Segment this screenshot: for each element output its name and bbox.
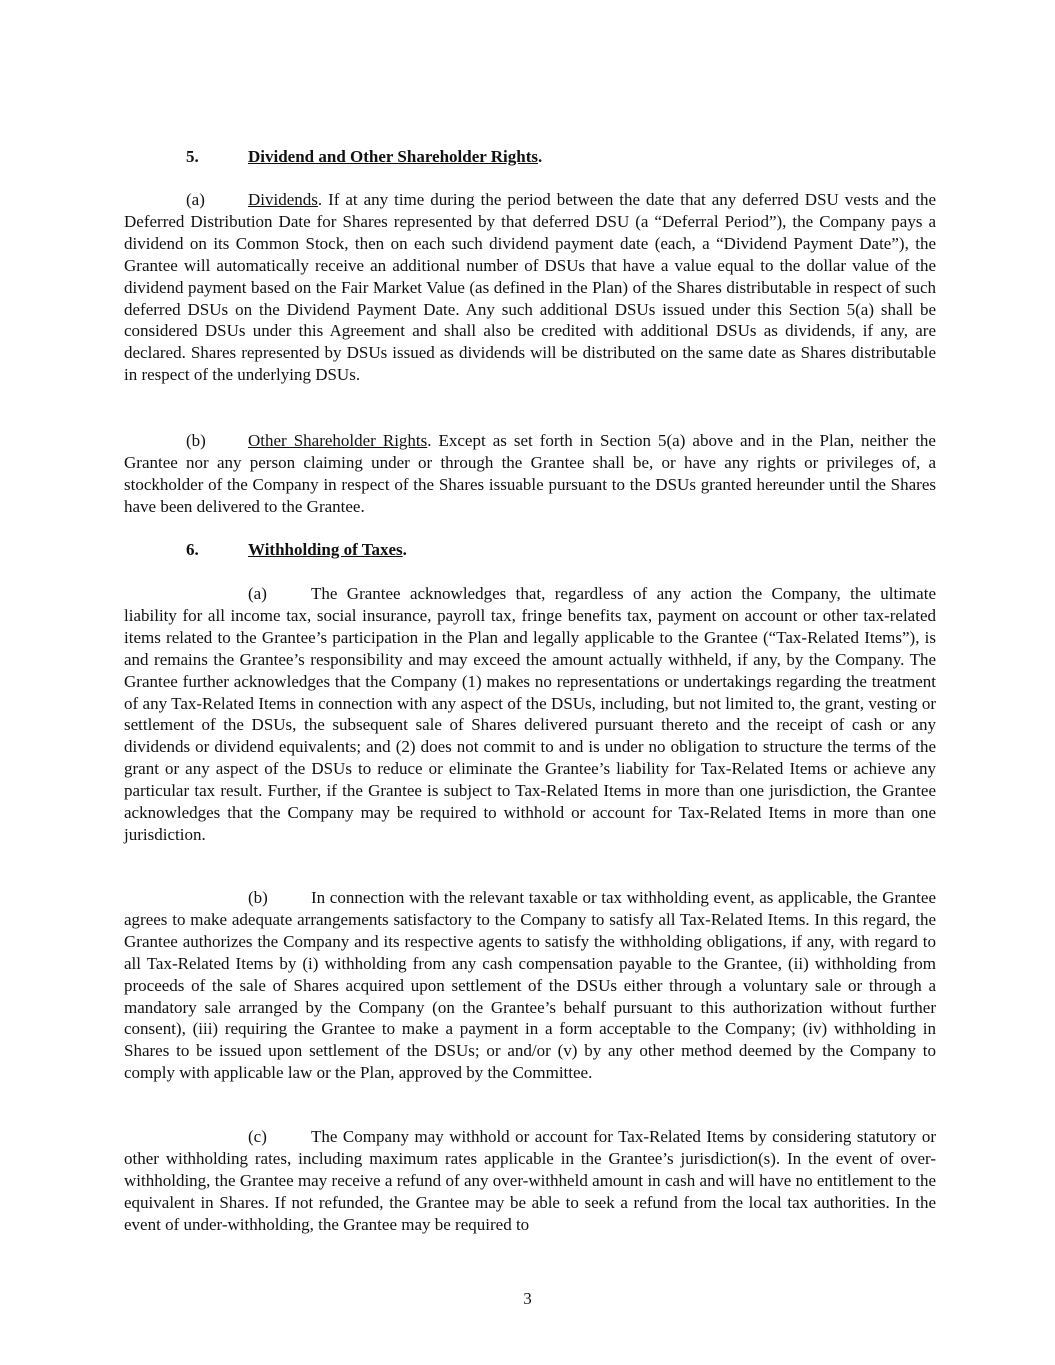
paragraph-text: . If at any time during the period between the date that any deferred DSU vests and the Deferred Distribution Date for Shares represented by that deferred DSU (a “Deferral Period”), the Company pays a dividend on its Common Stock, then on each such dividend payment date (each, a “Dividend Payment Date”), the Grantee will automatically receive an additional number of DSUs that have a value equal to the dollar value of the dividend payment based on the Fair Market Value (as defined in the Plan) of the Shares distributable in respect of such deferred DSUs on the Dividend Payment Date. Any such additional DSUs issued under this Section 5(a) shall be considered DSUs under this Agreement and shall also be credited with additional DSUs as dividends, if any, are declared. Shares represented by DSUs issued as dividends will be distributed on the same date as Shares distributable in respect of the underlying DSUs. — [124, 190, 936, 385]
paragraph-6c — [124, 1126, 936, 1236]
paragraph-label: (a) — [186, 190, 205, 209]
paragraph-6a — [124, 583, 936, 846]
paragraph-text: The Grantee acknowledges that, regardless of any action the Company, the ultimate liability for all income tax, social insurance, payroll tax, fringe benefits tax, payment on account or other tax-related items related to the Grantee’s participation in the Plan and legally applicable to the Grantee (“Tax-Related Items”), is and remains the Grantee’s responsibility and may exceed the amount actually withheld, if any, by the Company. The Grantee further acknowledges that the Company (1) makes no representations or undertakings regarding the treatment of any Tax-Related Items in connection with any aspect of the DSUs, including, but not limited to, the grant, vesting or settlement of the DSUs, the subsequent sale of Shares delivered pursuant thereto and the receipt of cash or any dividends or dividend equivalents; and (2) does not commit to and is under no obligation to structure the terms of the grant or any aspect of the DSUs to reduce or eliminate the Grantee’s liability for Tax-Related Items or achieve any particular tax result. Further, if the Grantee is subject to Tax-Related Items in more than one jurisdiction, the Grantee acknowledges that the Company may be required to withhold or account for Tax-Related Items in more than one jurisdiction. — [124, 584, 936, 844]
paragraph-5b — [124, 430, 936, 518]
section-title-suffix: . — [538, 147, 543, 166]
paragraph-6b — [124, 887, 936, 1084]
paragraph-label: (b) — [248, 888, 268, 907]
section-title-suffix: . — [402, 540, 407, 559]
paragraph-label: (b) — [186, 431, 206, 450]
paragraph-text: . Except as set forth in Section 5(a) above and in the Plan, neither the Grantee nor any person claiming under or through the Grantee shall be, or have any rights or privileges of, a stockholder of the Company in respect of the Shares issuable pursuant to the DSUs granted hereunder until the Shares have been delivered to the Grantee. — [124, 431, 936, 516]
paragraph-heading: Dividends — [248, 190, 318, 209]
paragraph-text: In connection with the relevant taxable or tax withholding event, as applicable, the Grantee agrees to make adequate arrangements satisfactory to the Company to satisfy all Tax-Related Items. In this regard, the Grantee authorizes the Company and its respective agents to satisfy the withholding obligations, if any, with regard to all Tax-Related Items by (i) withholding from any cash compensation payable to the Grantee, (ii) withholding from proceeds of the sale of Shares acquired upon settlement of the DSUs either through a voluntary sale or through a mandatory sale arranged by the Company (on the Grantee’s behalf pursuant to this authorization without further consent), (iii) requiring the Grantee to make a payment in a form acceptable to the Company; (iv) withholding in Shares to be issued upon settlement of the DSUs; or and/or (v) by any other method deemed by the Company to comply with applicable law or the Plan, approved by the Committee. — [124, 888, 936, 1083]
page-number: 3 — [523, 1289, 532, 1308]
section-number: 6. — [186, 540, 199, 559]
paragraph-5a — [124, 189, 936, 386]
section-title: Withholding of Taxes — [248, 540, 403, 559]
section-number: 5. — [186, 147, 199, 166]
paragraph-label: (a) — [248, 584, 267, 603]
section-5-heading — [186, 146, 542, 168]
paragraph-label: (c) — [248, 1127, 267, 1146]
paragraph-heading: Other Shareholder Rights — [248, 431, 428, 450]
section-6-heading — [186, 539, 407, 561]
section-title: Dividend and Other Shareholder Rights — [248, 147, 539, 166]
paragraph-text: The Company may withhold or account for Tax-Related Items by considering statutory or other withholding rates, including maximum rates applicable in the Grantee’s jurisdiction(s). In the event of over-withholding, the Grantee may receive a refund of any over-withheld amount in cash and will have no entitlement to the equivalent in Shares. If not refunded, the Grantee may be able to seek a refund from the local tax authorities. In the event of under-withholding, the Grantee may be required to — [124, 1127, 936, 1234]
